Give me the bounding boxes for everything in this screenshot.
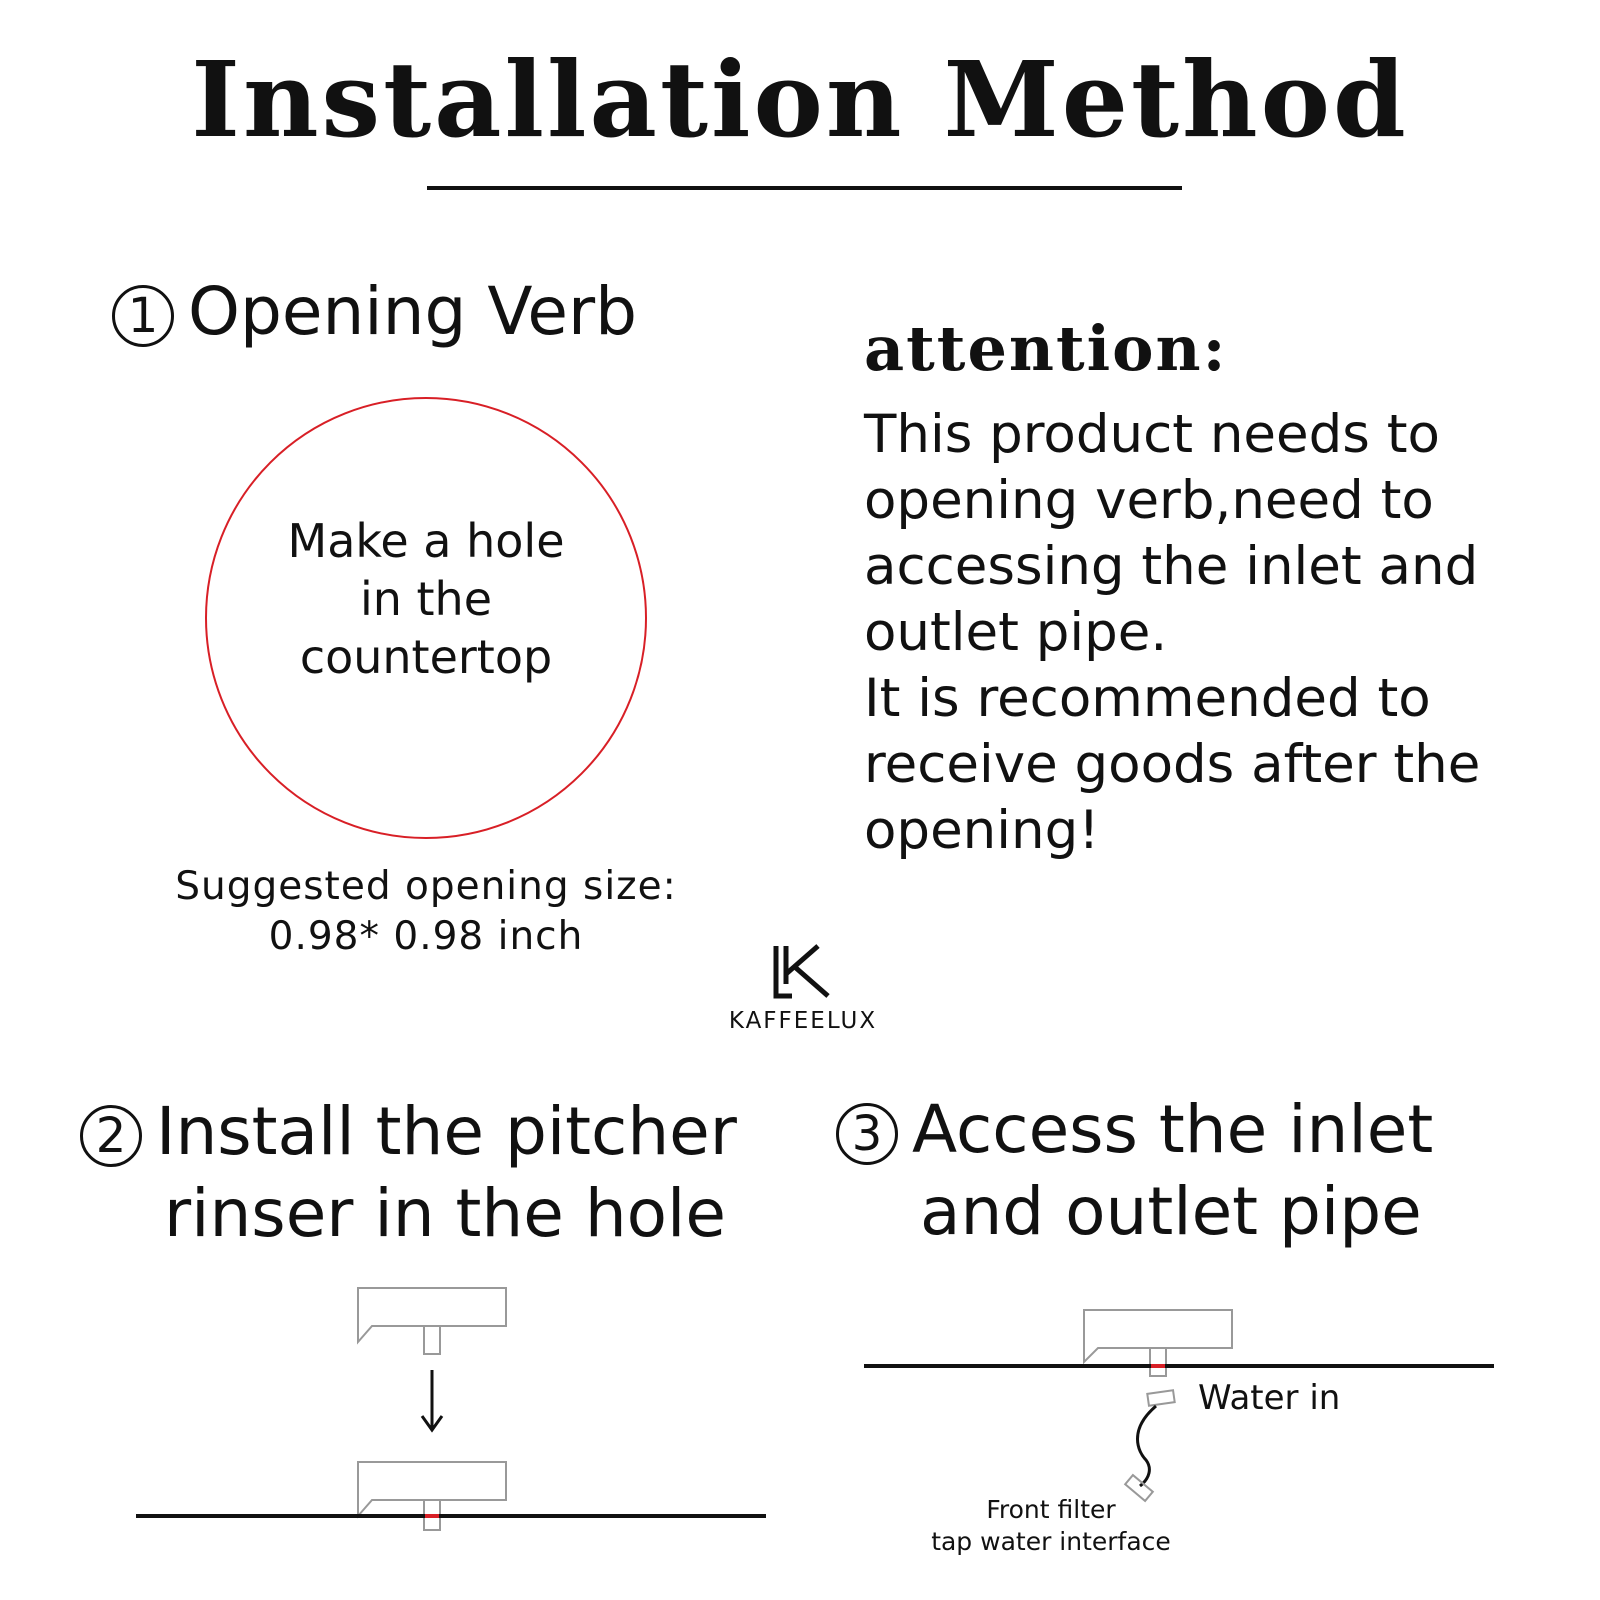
step3-number-badge: 3 bbox=[836, 1103, 898, 1165]
front-filter-label: Front filter bbox=[986, 1495, 1116, 1524]
attention-line: opening! bbox=[864, 800, 1100, 861]
hole-text-line: Make a hole bbox=[287, 514, 565, 568]
rinser-installed bbox=[358, 1462, 506, 1530]
attention-line: outlet pipe. bbox=[864, 602, 1168, 663]
attention-title: attention: bbox=[864, 312, 1228, 385]
attention-line: accessing the inlet and bbox=[864, 536, 1479, 597]
attention-line: opening verb,need to bbox=[864, 470, 1434, 531]
hole-text-line: countertop bbox=[299, 630, 553, 684]
step2-heading-line1: Install the pitcher bbox=[156, 1093, 737, 1170]
step2-heading bbox=[80, 1092, 737, 1172]
opening-size-label: Suggested opening size: bbox=[175, 864, 677, 909]
down-arrow-icon bbox=[422, 1370, 442, 1430]
attention-line: It is recommended to bbox=[864, 668, 1431, 729]
title-underline bbox=[427, 186, 1182, 190]
brand-name: KAFFEELUX bbox=[728, 1008, 878, 1034]
inlet-hose bbox=[1125, 1390, 1175, 1501]
step1-number-badge: 1 bbox=[112, 285, 174, 347]
tap-water-interface-label: tap water interface bbox=[931, 1527, 1171, 1556]
opening-size-value: 0.98* 0.98 inch bbox=[268, 914, 584, 959]
rinser-before-install bbox=[358, 1288, 506, 1354]
step2-heading-line2: rinser in the hole bbox=[164, 1175, 726, 1252]
page-title: Installation Method bbox=[191, 38, 1409, 161]
hole-text-line: in the bbox=[359, 572, 493, 626]
attention-line: receive goods after the bbox=[864, 734, 1481, 795]
step3-heading bbox=[836, 1090, 1433, 1170]
water-in-label: Water in bbox=[1198, 1378, 1341, 1418]
step3-heading-line2: and outlet pipe bbox=[920, 1173, 1422, 1250]
step3-heading-line1: Access the inlet bbox=[912, 1091, 1434, 1168]
step1-heading bbox=[112, 272, 637, 352]
step2-number-badge: 2 bbox=[80, 1105, 142, 1167]
attention-line: This product needs to bbox=[864, 404, 1440, 465]
installation-diagrams bbox=[0, 1270, 1600, 1600]
kaffeelux-logo-icon bbox=[770, 944, 836, 1002]
step1-heading-text: Opening Verb bbox=[188, 273, 637, 350]
